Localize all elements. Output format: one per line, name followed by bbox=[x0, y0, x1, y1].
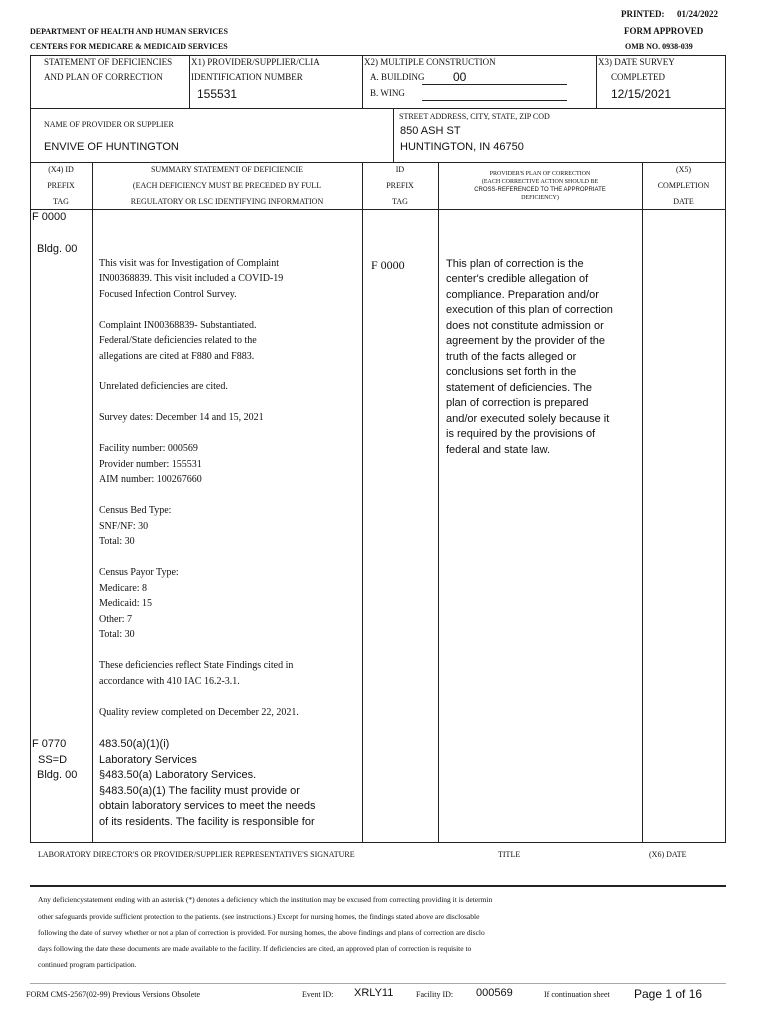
disclaimer-line: following the date of survey whether or not a plan of correction is provided. For nursing homes, the above findings and plans of correction are disclo bbox=[38, 928, 485, 937]
plan-header: PROVIDER'S PLAN OF CORRECTION bbox=[489, 171, 591, 177]
plan-header-3: CROSS-REFERENCED TO THE APPROPRIATE bbox=[474, 187, 606, 193]
event-label: Event ID: bbox=[302, 990, 334, 999]
title-label: TITLE bbox=[498, 850, 521, 859]
f0770-line: of its residents. The facility is responsible for bbox=[99, 816, 315, 828]
summary-line: This visit was for Investigation of Complaint bbox=[99, 258, 279, 269]
summary-line: IN00368839. This visit included a COVID-19 bbox=[99, 273, 284, 284]
x1-label: X1) PROVIDER/SUPPLIER/CLIA bbox=[191, 57, 320, 67]
provider-name: ENVIVE OF HUNTINGTON bbox=[44, 141, 179, 153]
x1-label-2: IDENTIFICATION NUMBER bbox=[191, 72, 303, 82]
summary-line: AIM number: 100267660 bbox=[99, 474, 202, 485]
f0770-line: §483.50(a)(1) The facility must provide or bbox=[99, 785, 300, 797]
page-number: Page 1 of 16 bbox=[634, 987, 703, 1001]
summary-line: Medicaid: 15 bbox=[99, 598, 153, 609]
statement-label: STATEMENT OF DEFICIENCIES bbox=[44, 57, 173, 67]
summary-line: Total: 30 bbox=[99, 629, 135, 640]
summary-line: These deficiencies reflect State Findings cited in bbox=[99, 660, 294, 671]
plan-line: is required by the provisions of bbox=[446, 428, 596, 440]
facility-label: Facility ID: bbox=[416, 990, 454, 999]
tag-f0770: F 0770 bbox=[32, 738, 67, 750]
address-street: 850 ASH ST bbox=[400, 125, 461, 137]
summary-line: Other: 7 bbox=[99, 614, 133, 625]
f0770-line: obtain laboratory services to meet the needs bbox=[99, 800, 316, 812]
plan-label: AND PLAN OF CORRECTION bbox=[44, 72, 163, 82]
summary-line: Unrelated deficiencies are cited. bbox=[99, 381, 228, 392]
summary-line: allegations are cited at F880 and F883. bbox=[99, 351, 255, 362]
summary-line: Facility number: 000569 bbox=[99, 443, 198, 454]
plan-line: agreement by the provider of the bbox=[446, 335, 605, 347]
plan-line: compliance. Preparation and/or bbox=[446, 289, 599, 301]
id-header-2: PREFIX bbox=[386, 181, 414, 190]
plan-line: and/or executed solely because it bbox=[446, 413, 610, 425]
summary-line: Federal/State deficiencies related to the bbox=[99, 335, 257, 346]
building-value: 00 bbox=[453, 70, 467, 84]
provider-id: 155531 bbox=[197, 87, 238, 101]
summary-line: Focused Infection Control Survey. bbox=[99, 289, 237, 300]
department-title: DEPARTMENT OF HEALTH AND HUMAN SERVICES bbox=[30, 27, 228, 36]
disclaimer-line: continued program participation. bbox=[38, 960, 137, 969]
x3-label: X3) DATE SURVEY bbox=[598, 57, 675, 67]
summary-line: Census Bed Type: bbox=[99, 505, 172, 516]
summary-line: Total: 30 bbox=[99, 536, 135, 547]
summary-line: Medicare: 8 bbox=[99, 583, 148, 594]
event-id: XRLY11 bbox=[354, 987, 394, 999]
plan-line: does not constitute admission or bbox=[446, 320, 604, 332]
f0770-line: §483.50(a) Laboratory Services. bbox=[99, 769, 257, 781]
address-city: HUNTINGTON, IN 46750 bbox=[400, 141, 524, 153]
facility-id: 000569 bbox=[476, 987, 513, 999]
plan-line: statement of deficiencies. The bbox=[446, 382, 592, 394]
summary-line: Quality review completed on December 22, 2021. bbox=[99, 707, 299, 718]
summary-line: Census Payor Type: bbox=[99, 567, 179, 578]
summary-header-2: (EACH DEFICIENCY MUST BE PRECEDED BY FULL bbox=[132, 181, 322, 190]
f0770-line: Laboratory Services bbox=[99, 754, 197, 766]
plan-header-2: (EACH CORRECTIVE ACTION SHOULD BE bbox=[481, 179, 599, 185]
x4-header-3: TAG bbox=[53, 197, 69, 206]
x5-header-3: DATE bbox=[673, 197, 694, 206]
address-label: STREET ADDRESS, CITY, STATE, ZIP COD bbox=[399, 112, 550, 121]
building-label: A. BUILDING bbox=[370, 72, 425, 82]
wing-label: B. WING bbox=[370, 88, 405, 98]
x5-header: (X5) bbox=[675, 165, 692, 174]
plan-line: execution of this plan of correction bbox=[446, 304, 613, 316]
continuation-label: If continuation sheet bbox=[544, 990, 610, 999]
printed-date: 01/24/2022 bbox=[677, 9, 719, 19]
signature-label: LABORATORY DIRECTOR'S OR PROVIDER/SUPPLIER REPRESENTATIVE'S SIGNATURE bbox=[38, 850, 355, 859]
date-label: (X6) DATE bbox=[649, 850, 687, 859]
tag-f0000: F 0000 bbox=[32, 211, 67, 223]
plan-line: center's credible allegation of bbox=[446, 273, 589, 285]
x4-header-2: PREFIX bbox=[47, 181, 75, 190]
plan-line: This plan of correction is the bbox=[446, 258, 584, 270]
provider-name-label: NAME OF PROVIDER OR SUPPLIER bbox=[44, 120, 174, 129]
plan-header-4: DEFICIENCY) bbox=[521, 195, 559, 201]
id-header: ID bbox=[395, 165, 405, 174]
plan-tag: F 0000 bbox=[371, 258, 405, 272]
f0770-line: 483.50(a)(1)(i) bbox=[99, 738, 170, 750]
tag-ss: SS=D bbox=[38, 754, 68, 766]
disclaimer-line: other safeguards provide sufficient protection to the patients. (see instructions.) Except for nursing homes, the findings stated above are disclosable bbox=[38, 912, 480, 921]
x3-label-2: COMPLETED bbox=[611, 72, 665, 82]
centers-title: CENTERS FOR MEDICARE & MEDICAID SERVICES bbox=[30, 42, 228, 51]
x2-label: X2) MULTIPLE CONSTRUCTION bbox=[364, 57, 496, 67]
disclaimer-line: days following the date these documents are made available to the facility. If deficiencies are cited, an approved plan of correction is requisite to bbox=[38, 944, 472, 953]
summary-line: Complaint IN00368839- Substantiated. bbox=[99, 320, 257, 331]
summary-line: Survey dates: December 14 and 15, 2021 bbox=[99, 412, 264, 423]
plan-line: federal and state law. bbox=[446, 444, 550, 456]
summary-header: SUMMARY STATEMENT OF DEFICIENCIE bbox=[150, 165, 304, 174]
x4-header: (X4) ID bbox=[48, 165, 74, 174]
id-header-3: TAG bbox=[392, 197, 408, 206]
tag-bldg-2: Bldg. 00 bbox=[37, 769, 78, 781]
tag-bldg: Bldg. 00 bbox=[37, 243, 78, 255]
form-number: FORM CMS-2567(02-99) Previous Versions Obsolete bbox=[26, 990, 201, 999]
form-approved: FORM APPROVED bbox=[624, 26, 704, 36]
summary-line: Provider number: 155531 bbox=[99, 459, 202, 470]
summary-line: SNF/NF: 30 bbox=[99, 521, 149, 532]
plan-line: conclusions set forth in the bbox=[446, 366, 577, 378]
omb-number: OMB NO. 0938-039 bbox=[625, 42, 693, 51]
plan-line: truth of the facts alleged or bbox=[446, 351, 577, 363]
plan-line: plan of correction is prepared bbox=[446, 397, 589, 409]
printed-label: PRINTED: bbox=[621, 9, 665, 19]
disclaimer-line: Any deficiencystatement ending with an asterisk (*) denotes a deficiency which the institution may be excused from correcting providing it is determin bbox=[38, 895, 493, 904]
summary-header-3: REGULATORY OR LSC IDENTIFYING INFORMATION bbox=[130, 197, 324, 206]
summary-line: accordance with 410 IAC 16.2-3.1. bbox=[99, 676, 240, 687]
survey-date: 12/15/2021 bbox=[611, 87, 672, 101]
x5-header-2: COMPLETION bbox=[657, 181, 710, 190]
